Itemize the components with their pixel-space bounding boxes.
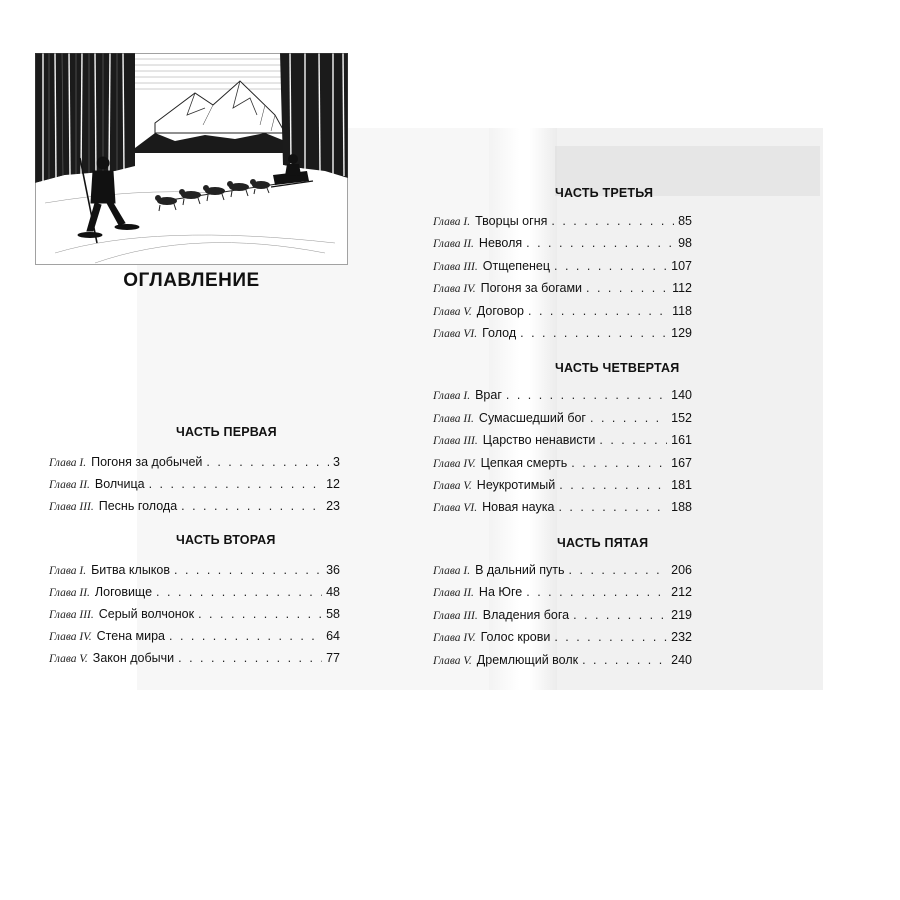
chapter-title: Неукротимый — [476, 478, 556, 492]
leader-dots — [181, 496, 322, 516]
chapter-label: Глава II. — [433, 238, 474, 250]
leader-dots — [554, 627, 667, 647]
part-heading: ЧАСТЬ ЧЕТВЕРТАЯ — [555, 361, 680, 375]
leader-dots — [586, 278, 668, 298]
chapter-page: 3 — [333, 455, 340, 469]
chapter-page: 23 — [326, 499, 340, 513]
part-heading: ЧАСТЬ ВТОРАЯ — [176, 533, 276, 547]
chapter-page: 48 — [326, 585, 340, 599]
leader-dots — [571, 453, 667, 473]
chapter-title: Погоня за богами — [480, 281, 583, 295]
part-heading: ЧАСТЬ ТРЕТЬЯ — [555, 186, 654, 200]
leader-dots — [174, 560, 322, 580]
toc-entry[interactable] — [433, 497, 692, 517]
chapter-page: 112 — [672, 281, 692, 295]
chapter-label: Глава IV. — [433, 458, 476, 470]
chapter-label: Глава III. — [433, 435, 478, 447]
chapter-title: Договор — [476, 304, 524, 318]
chapter-page: 77 — [326, 651, 340, 665]
leader-dots — [573, 605, 667, 625]
leader-dots — [590, 408, 667, 428]
chapter-title: Логовище — [94, 585, 153, 599]
leader-dots — [599, 430, 667, 450]
chapter-page: 85 — [678, 214, 692, 228]
chapter-label: Глава I. — [433, 390, 471, 402]
chapter-label: Глава IV. — [49, 631, 92, 643]
chapter-title: Голос крови — [480, 630, 551, 644]
chapter-page: 219 — [671, 608, 692, 622]
leader-dots — [149, 474, 323, 494]
toc-entry[interactable] — [49, 452, 340, 472]
toc-entry[interactable] — [433, 475, 692, 495]
chapter-title: Отщепенец — [482, 259, 551, 273]
chapter-page: 98 — [678, 236, 692, 250]
leader-dots — [526, 233, 674, 253]
chapter-title: Враг — [475, 388, 502, 402]
chapter-label: Глава I. — [433, 565, 471, 577]
chapter-page: 188 — [671, 500, 692, 514]
chapter-page: 181 — [671, 478, 692, 492]
toc-entry[interactable] — [433, 211, 692, 231]
leader-dots — [558, 497, 667, 517]
chapter-title: Владения бога — [482, 608, 570, 622]
chapter-label: Глава II. — [433, 587, 474, 599]
toc-entry[interactable] — [433, 256, 692, 276]
leader-dots — [156, 582, 322, 602]
chapter-title: Цепкая смерть — [480, 456, 568, 470]
chapter-title: Голод — [482, 326, 517, 340]
toc-entry[interactable] — [433, 323, 692, 343]
chapter-page: 107 — [671, 259, 692, 273]
chapter-label: Глава I. — [433, 216, 471, 228]
chapter-page: 206 — [671, 563, 692, 577]
chapter-title: Стена мира — [96, 629, 165, 643]
chapter-page: 232 — [671, 630, 692, 644]
chapter-label: Глава V. — [433, 306, 472, 318]
toc-entry[interactable] — [433, 278, 692, 298]
toc-entry[interactable] — [433, 627, 692, 647]
chapter-title: На Юге — [478, 585, 523, 599]
chapter-label: Глава I. — [49, 565, 87, 577]
toc-entry[interactable] — [49, 648, 340, 668]
leader-dots — [169, 626, 322, 646]
chapter-page: 140 — [671, 388, 692, 402]
part-heading: ЧАСТЬ ПЕРВАЯ — [176, 425, 277, 439]
toc-entry[interactable] — [49, 582, 340, 602]
chapter-title: Закон добычи — [92, 651, 175, 665]
toc-entry[interactable] — [433, 453, 692, 473]
chapter-label: Глава III. — [49, 609, 94, 621]
chapter-page: 240 — [671, 653, 692, 667]
chapter-title: Песнь голода — [98, 499, 178, 513]
leader-dots — [520, 323, 667, 343]
toc-entry[interactable] — [49, 626, 340, 646]
toc-entry[interactable] — [49, 560, 340, 580]
chapter-page: 64 — [326, 629, 340, 643]
chapter-title: Царство ненависти — [482, 433, 596, 447]
chapter-title: Погоня за добычей — [91, 455, 203, 469]
chapter-label: Глава III. — [433, 610, 478, 622]
leader-dots — [528, 301, 668, 321]
toc-entry[interactable] — [433, 233, 692, 253]
chapter-page: 118 — [672, 304, 692, 318]
toc-entry[interactable] — [433, 560, 692, 580]
chapter-title: Неволя — [478, 236, 523, 250]
leader-dots — [178, 648, 322, 668]
chapter-page: 36 — [326, 563, 340, 577]
chapter-page: 167 — [671, 456, 692, 470]
chapter-title: Сумасшедший бог — [478, 411, 586, 425]
chapter-title: Творцы огня — [475, 214, 548, 228]
toc-entry[interactable] — [433, 430, 692, 450]
leader-dots — [569, 560, 668, 580]
toc-entry[interactable] — [433, 301, 692, 321]
chapter-label: Глава III. — [49, 501, 94, 513]
chapter-label: Глава II. — [49, 587, 90, 599]
leader-dots — [526, 582, 667, 602]
part-heading: ЧАСТЬ ПЯТАЯ — [557, 536, 649, 550]
chapter-label: Глава V. — [49, 653, 88, 665]
toc-entry[interactable] — [49, 474, 340, 494]
chapter-title: Волчица — [94, 477, 145, 491]
dog-sled-illustration — [35, 53, 348, 265]
chapter-page: 161 — [671, 433, 692, 447]
chapter-label: Глава I. — [49, 457, 87, 469]
chapter-label: Глава VI. — [433, 502, 478, 514]
chapter-title: Новая наука — [482, 500, 555, 514]
leader-dots — [206, 452, 329, 472]
leader-dots — [506, 385, 667, 405]
chapter-title: Серый волчонок — [98, 607, 195, 621]
toc-entry[interactable] — [433, 605, 692, 625]
toc-entry[interactable] — [433, 408, 692, 428]
chapter-page: 152 — [671, 411, 692, 425]
toc-entry[interactable] — [433, 650, 692, 670]
chapter-page: 58 — [326, 607, 340, 621]
chapter-label: Глава V. — [433, 655, 472, 667]
toc-title: ОГЛАВЛЕНИЕ — [123, 270, 260, 291]
chapter-title: В дальний путь — [475, 563, 565, 577]
chapter-page: 129 — [671, 326, 692, 340]
chapter-page: 212 — [671, 585, 692, 599]
chapter-label: Глава V. — [433, 480, 472, 492]
leader-dots — [198, 604, 322, 624]
toc-entry[interactable] — [49, 604, 340, 624]
leader-dots — [551, 211, 674, 231]
leader-dots — [582, 650, 667, 670]
chapter-label: Глава IV. — [433, 283, 476, 295]
chapter-label: Глава IV. — [433, 632, 476, 644]
chapter-title: Битва клыков — [91, 563, 171, 577]
chapter-label: Глава II. — [49, 479, 90, 491]
toc-entry[interactable] — [433, 582, 692, 602]
toc-entry[interactable] — [433, 385, 692, 405]
leader-dots — [559, 475, 667, 495]
chapter-page: 12 — [326, 477, 340, 491]
leader-dots — [554, 256, 667, 276]
chapter-title: Дремлющий волк — [476, 653, 579, 667]
chapter-label: Глава III. — [433, 261, 478, 273]
chapter-label: Глава II. — [433, 413, 474, 425]
chapter-label: Глава VI. — [433, 328, 478, 340]
toc-entry[interactable] — [49, 496, 340, 516]
